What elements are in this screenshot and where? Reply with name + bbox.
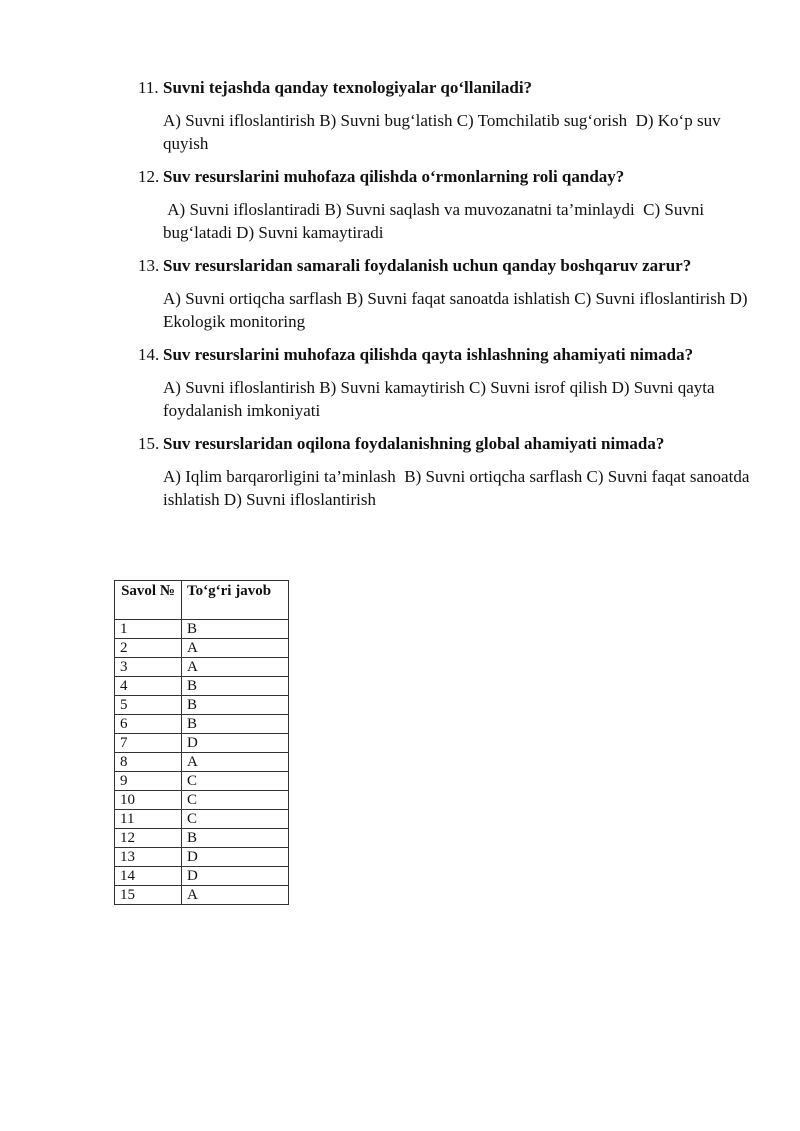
question-number-cell: 12: [115, 829, 182, 848]
question-number-cell: 9: [115, 772, 182, 791]
table-row: [115, 791, 289, 810]
correct-answer-cell: A: [182, 886, 289, 905]
correct-answer-cell: D: [182, 848, 289, 867]
question-answers: A) Iqlim barqarorligini ta’minlash B) Suvni ortiqcha sarflash C) Suvni faqat sanoatda ishlatish D) Suvni ifloslantirish: [163, 467, 754, 509]
question-number-cell: 13: [115, 848, 182, 867]
question-number-cell: 15: [115, 886, 182, 905]
answer-key-header: [115, 581, 289, 620]
table-row: [115, 753, 289, 772]
question-title: Suv resurslarini muhofaza qilishda qayta ishlashning ahamiyati nimada?: [163, 345, 694, 364]
correct-answer-cell: B: [182, 715, 289, 734]
question-item: [138, 165, 750, 244]
table-row: [115, 829, 289, 848]
question-title: Suv resurslaridan oqilona foydalanishning global ahamiyati nimada?: [163, 434, 665, 453]
question-answers: A) Suvni ortiqcha sarflash B) Suvni faqat sanoatda ishlatish C) Suvni ifloslantirish D) Ekologik monitoring: [163, 289, 752, 331]
question-number-cell: 8: [115, 753, 182, 772]
correct-answer-cell: D: [182, 734, 289, 753]
table-row: [115, 810, 289, 829]
question-item: [138, 343, 750, 422]
question-number: 13.: [138, 256, 160, 275]
correct-answer-cell: D: [182, 867, 289, 886]
header-row: [115, 581, 289, 620]
question-number-cell: 7: [115, 734, 182, 753]
question-title: Suv resurslarini muhofaza qilishda o‘rmonlarning roli qanday?: [163, 167, 625, 186]
correct-answer-cell: B: [182, 620, 289, 639]
table-row: [115, 715, 289, 734]
question-number: 12.: [138, 167, 160, 186]
correct-answer-cell: B: [182, 829, 289, 848]
question-answers: A) Suvni ifloslantirish B) Suvni bug‘latish C) Tomchilatib sug‘orish D) Ko‘p suv quyish: [163, 111, 725, 153]
question-item: [138, 432, 754, 511]
table-row: [115, 696, 289, 715]
question-number-cell: 3: [115, 658, 182, 677]
table-row: [115, 867, 289, 886]
table-row: [115, 639, 289, 658]
question-number-cell: 4: [115, 677, 182, 696]
question-number-cell: 2: [115, 639, 182, 658]
question-number-cell: 10: [115, 791, 182, 810]
correct-answer-cell: B: [182, 696, 289, 715]
answer-key-table: [114, 580, 289, 905]
question-item: [138, 76, 750, 155]
question-heading: [138, 343, 750, 366]
correct-answer-cell: A: [182, 753, 289, 772]
question-answers: A) Suvni ifloslantiradi B) Suvni saqlash va muvozanatni ta’minlaydi C) Suvni bug‘latadi D) Suvni kamaytiradi: [163, 200, 709, 242]
question-number: 11.: [138, 78, 159, 97]
question-title: Suvni tejashda qanday texnologiyalar qo‘llaniladi?: [163, 78, 533, 97]
question-number: 15.: [138, 434, 160, 453]
correct-answer-cell: C: [182, 791, 289, 810]
table-row: [115, 677, 289, 696]
question-number-cell: 11: [115, 810, 182, 829]
question-heading: [138, 432, 750, 455]
table-row: [115, 772, 289, 791]
question-heading: [138, 254, 750, 277]
table-row: [115, 886, 289, 905]
question-heading: [138, 165, 750, 188]
correct-answer-cell: B: [182, 677, 289, 696]
question-number-cell: 6: [115, 715, 182, 734]
question-number: 14.: [138, 345, 160, 364]
table-row: [115, 734, 289, 753]
question-number-cell: 14: [115, 867, 182, 886]
question-title: Suv resurslaridan samarali foydalanish uchun qanday boshqaruv zarur?: [163, 256, 692, 275]
column-header-question-number: Savol №: [115, 581, 182, 620]
correct-answer-cell: A: [182, 639, 289, 658]
question-item: [138, 254, 750, 333]
question-answers: A) Suvni ifloslantirish B) Suvni kamaytirish C) Suvni isrof qilish D) Suvni qayta foydalanish imkoniyati: [163, 378, 719, 420]
table-row: [115, 620, 289, 639]
table-row: [115, 848, 289, 867]
correct-answer-cell: C: [182, 810, 289, 829]
question-number-cell: 5: [115, 696, 182, 715]
correct-answer-cell: A: [182, 658, 289, 677]
question-heading: [138, 76, 750, 99]
table-row: [115, 658, 289, 677]
question-number-cell: 1: [115, 620, 182, 639]
column-header-correct-answer: To‘g‘ri javob: [182, 581, 289, 620]
answer-key-body: [115, 620, 289, 905]
correct-answer-cell: C: [182, 772, 289, 791]
question-list: [138, 76, 754, 521]
